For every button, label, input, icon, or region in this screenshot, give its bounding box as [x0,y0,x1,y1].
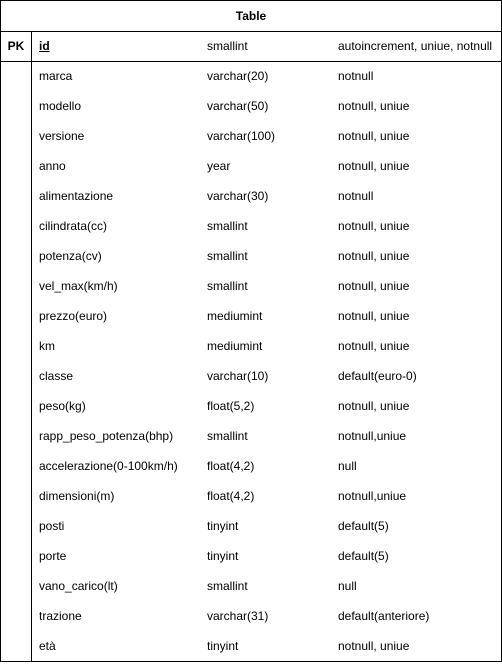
field-name: cilindrata(cc) [39,219,108,233]
table-row[interactable] [1,422,501,452]
field-name: anno [39,159,66,173]
field-constraint: notnull, uniue [338,279,410,293]
table-row[interactable] [1,632,501,662]
field-name: id [39,39,50,53]
table-row[interactable] [1,62,501,92]
field-name: dimensioni(m) [39,489,115,503]
field-type: varchar(100) [207,129,276,143]
field-type: mediumint [207,339,263,353]
field-type: smallint [207,279,248,293]
field-constraint: notnull, uniue [338,249,410,263]
field-name: marca [39,69,73,83]
table-row[interactable] [1,212,501,242]
field-constraint: default(euro-0) [338,369,417,383]
field-name: accelerazione(0-100km/h) [39,459,178,473]
field-name: prezzo(euro) [39,309,108,323]
field-constraint: notnull, uniue [338,309,410,323]
field-constraint: autoincrement, uniue, notnull [338,39,493,53]
field-type: tinyint [207,549,239,563]
field-type: varchar(10) [207,369,269,383]
field-constraint: notnull, uniue [338,129,410,143]
field-name: versione [39,129,85,143]
field-type: smallint [207,579,248,593]
field-name: trazione [39,609,82,623]
field-type: varchar(50) [207,99,269,113]
field-name: posti [39,519,65,533]
field-name: età [39,639,56,653]
field-constraint: notnull, uniue [338,159,410,173]
table-title: Table [1,1,501,32]
field-type: tinyint [207,519,239,533]
field-type: year [207,159,231,173]
table-row[interactable] [1,92,501,122]
field-constraint: default(anteriore) [338,609,430,623]
field-name: alimentazione [39,189,114,203]
table-row[interactable] [1,572,501,602]
field-name: peso(kg) [39,399,86,413]
table-row[interactable] [1,392,501,422]
field-type: float(4,2) [207,489,255,503]
table-row[interactable] [1,122,501,152]
table-row[interactable] [1,482,501,512]
field-type: varchar(31) [207,609,269,623]
field-name: modello [39,99,82,113]
table-row[interactable] [1,362,501,392]
field-type: smallint [207,219,248,233]
table-row[interactable] [1,152,501,182]
field-name: porte [39,549,67,563]
field-constraint: notnull, uniue [338,219,410,233]
table-row[interactable] [1,242,501,272]
field-type: varchar(30) [207,189,269,203]
field-type: smallint [207,249,248,263]
field-constraint: notnull, uniue [338,399,410,413]
table-row[interactable] [1,512,501,542]
table-row[interactable] [1,272,501,302]
field-name: rapp_peso_potenza(bhp) [39,429,174,443]
field-type: float(5,2) [207,399,255,413]
field-constraint: null [338,459,357,473]
field-constraint: notnull, uniue [338,339,410,353]
field-constraint: notnull [338,69,374,83]
field-name: classe [39,369,74,383]
field-name: km [39,339,55,353]
field-constraint: notnull, uniue [338,639,410,653]
field-type: mediumint [207,309,263,323]
field-type: smallint [207,429,248,443]
field-rows [1,62,501,662]
field-name: vel_max(km/h) [39,279,118,293]
field-name: potenza(cv) [39,249,102,263]
field-constraint: notnull [338,189,374,203]
field-type: float(4,2) [207,459,255,473]
table-row[interactable] [1,302,501,332]
field-constraint: notnull, uniue [338,99,410,113]
field-type: smallint [207,39,248,53]
field-name: vano_carico(lt) [39,579,118,593]
primary-key-row[interactable] [1,32,501,62]
field-constraint: notnull,uniue [338,429,407,443]
field-constraint: notnull,uniue [338,489,407,503]
field-constraint: default(5) [338,519,389,533]
table-row[interactable] [1,542,501,572]
table-row[interactable] [1,602,501,632]
field-type: tinyint [207,639,239,653]
table-row[interactable] [1,332,501,362]
pk-label: PK [7,39,25,53]
field-constraint: null [338,579,357,593]
table-row[interactable] [1,182,501,212]
table-row[interactable] [1,452,501,482]
field-type: varchar(20) [207,69,269,83]
field-constraint: default(5) [338,549,389,563]
